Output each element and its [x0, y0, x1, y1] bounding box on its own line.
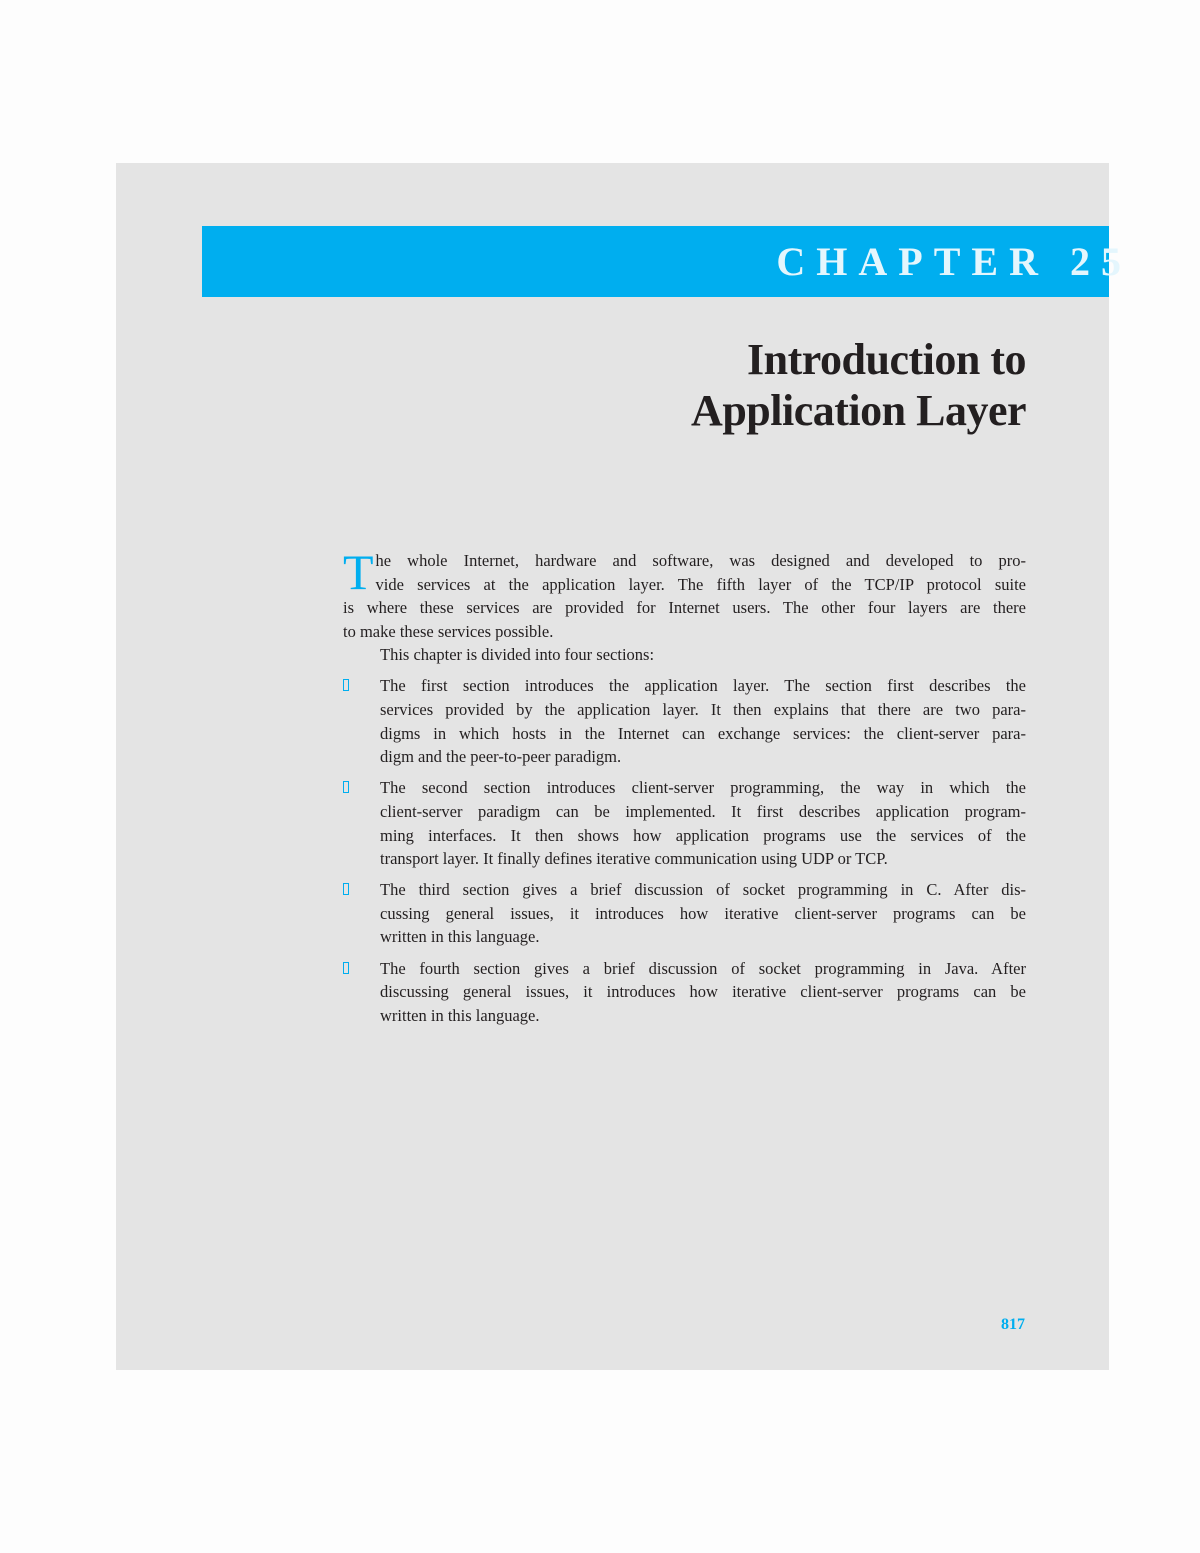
chapter-title: [691, 334, 1026, 436]
chapter-title-line: Introduction to: [747, 335, 1026, 384]
text-line: The third section gives a brief discussion of socket programming in C. After dis-: [380, 880, 1026, 900]
text-line: discussing general issues, it introduces how iterative client-server programs can be: [380, 982, 1026, 1002]
text-line: is where these services are provided for Internet users. The other four layers are there: [343, 598, 1026, 618]
bullet-icon: [343, 679, 349, 691]
section-bullet-item: [343, 878, 1026, 949]
text-line: to make these services possible.: [343, 621, 554, 641]
text-line: The fourth section gives a brief discussion of socket programming in Java. After: [380, 958, 1026, 978]
drop-cap: T: [343, 544, 374, 600]
lead-in: This chapter is divided into four sections:: [380, 645, 655, 665]
text-line: digm and the peer-to-peer paradigm.: [380, 747, 622, 767]
chapter-title-line: Application Layer: [691, 386, 1026, 435]
text-line: transport layer. It finally defines iterative communication using UDP or TCP.: [380, 849, 888, 869]
text-line: written in this language.: [380, 927, 540, 947]
text-line: he whole Internet, hardware and software, was designed and developed to pro-: [375, 551, 1026, 570]
text-line: ming interfaces. It then shows how application programs use the services of the: [380, 825, 1026, 845]
text-line: vide services at the application layer. The fifth layer of the TCP/IP protocol suite: [375, 574, 1026, 594]
text-line: The second section introduces client-server programming, the way in which the: [380, 778, 1026, 798]
text-line: digms in which hosts in the Internet can exchange services: the client-server para-: [380, 723, 1026, 743]
page-number: 817: [1001, 1316, 1025, 1333]
text-line: services provided by the application layer. It then explains that there are two para-: [380, 700, 1026, 720]
section-bullet-item: [343, 957, 1026, 1028]
section-bullet-item: [343, 776, 1026, 870]
text-line: written in this language.: [380, 1005, 540, 1025]
bullet-icon: [343, 781, 349, 793]
text-line: cussing general issues, it introduces how iterative client-server programs can be: [380, 903, 1026, 923]
bullet-icon: [343, 962, 349, 974]
text-line: client-server paradigm can be implemented. It first describes application program-: [380, 801, 1026, 821]
chapter-body: [343, 544, 1026, 1027]
intro-paragraph: [343, 544, 1026, 643]
chapter-label: CHAPTER 25: [776, 239, 1132, 284]
section-bullet-item: [343, 674, 1026, 768]
bullet-icon: [343, 883, 349, 895]
text-line: The first section introduces the application layer. The section first describes the: [380, 676, 1026, 696]
